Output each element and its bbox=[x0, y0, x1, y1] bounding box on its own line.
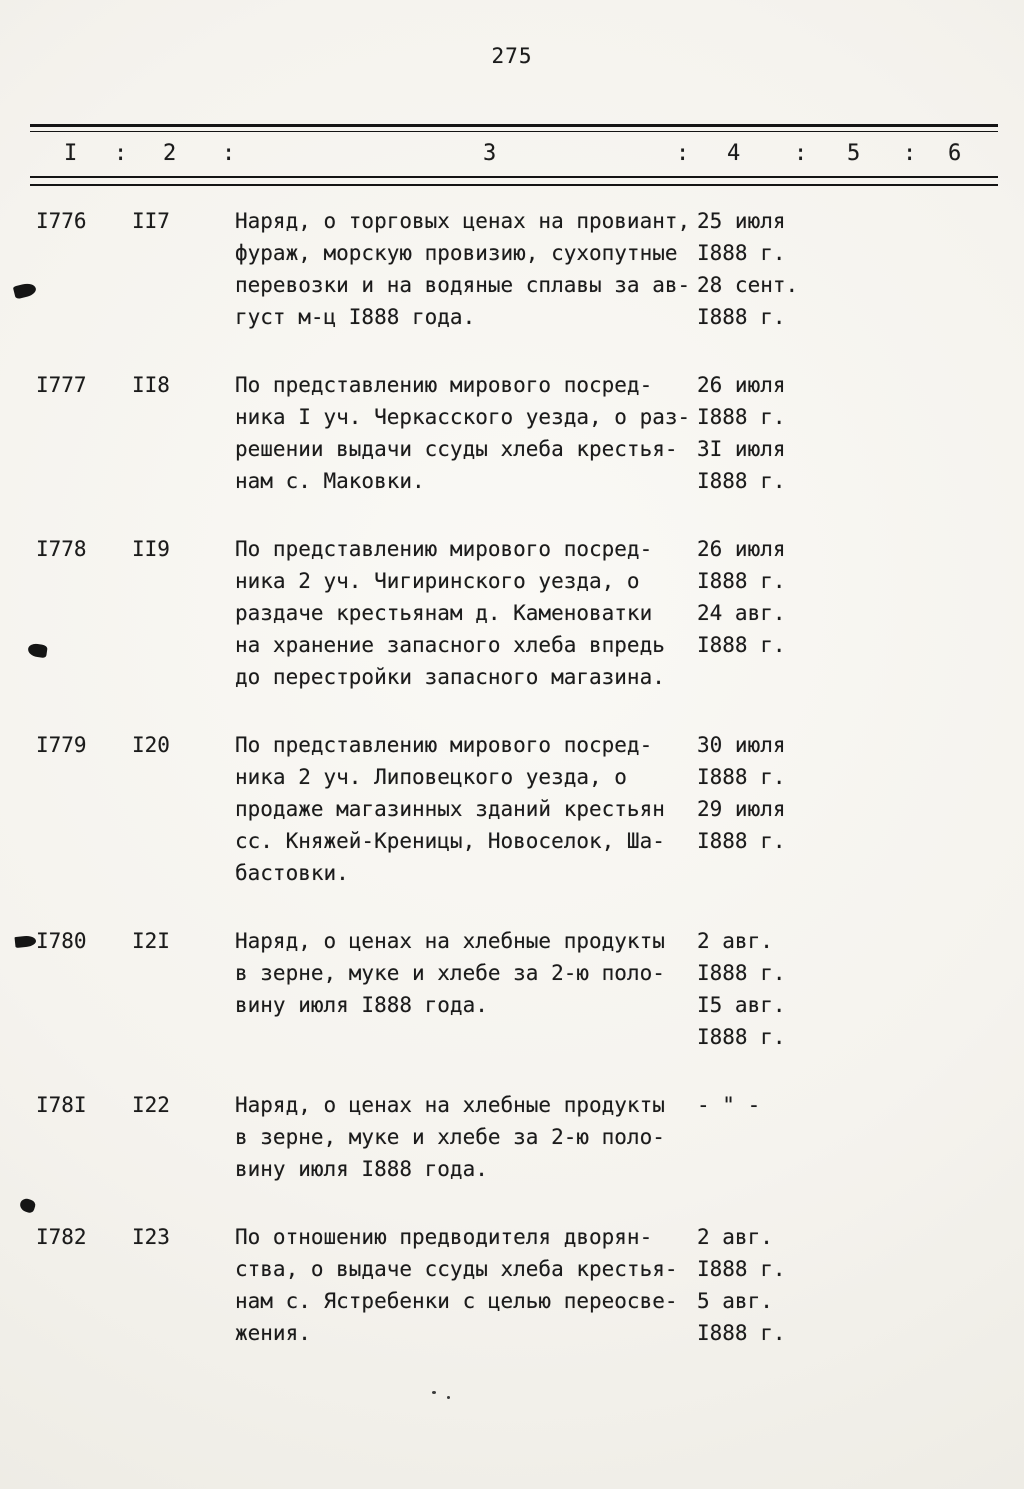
header-separator: : bbox=[676, 141, 690, 166]
entry-dates: 30 июля I888 г. 29 июля I888 г. bbox=[697, 733, 786, 853]
header-col-6: 6 bbox=[948, 141, 962, 166]
header-separator: : bbox=[903, 141, 917, 166]
entry-number: I78I bbox=[36, 1093, 87, 1117]
entry-number: I779 bbox=[36, 733, 87, 757]
entry-doc-number: II9 bbox=[132, 537, 170, 561]
entry-dates: 2 авг. I888 г. I5 авг. I888 г. bbox=[697, 929, 786, 1049]
table-row bbox=[0, 205, 1024, 333]
header-row bbox=[30, 132, 998, 176]
entry-doc-number: II7 bbox=[132, 209, 170, 233]
header-col-3: 3 bbox=[483, 141, 497, 166]
entry-number: I778 bbox=[36, 537, 87, 561]
entry-dates: 25 июля I888 г. 28 сент. I888 г. bbox=[697, 209, 799, 329]
header-separator: : bbox=[222, 141, 236, 166]
entry-doc-number: I20 bbox=[132, 733, 170, 757]
table-row bbox=[0, 369, 1024, 497]
scan-speck bbox=[447, 1396, 450, 1399]
table-row bbox=[0, 925, 1024, 1053]
entry-dates: - " - bbox=[697, 1093, 761, 1117]
scan-speck bbox=[432, 1391, 436, 1394]
header-col-2: 2 bbox=[163, 141, 177, 166]
entry-description: По представлению мирового посред- ника 2 уч. Чигиринского уезда, о раздаче крестьянам д. Каменоватки на хранение запасного хлеба впредь до перестройки запасного магазина. bbox=[235, 537, 665, 689]
header-bottom-rule-thin bbox=[30, 184, 998, 186]
entry-description: По представлению мирового посред- ника 2 уч. Липовецкого уезда, о продаже магазинных зданий крестьян сс. Княжей-Креницы, Новоселок, Ша- бастовки. bbox=[235, 733, 665, 885]
entry-doc-number: I23 bbox=[132, 1225, 170, 1249]
entry-description: Наряд, о ценах на хлебные продукты в зерне, муке и хлебе за 2-ю поло- вину июля I888 года. bbox=[235, 929, 665, 1017]
entry-number: I782 bbox=[36, 1225, 87, 1249]
header-col-5: 5 bbox=[847, 141, 861, 166]
entry-dates: 26 июля I888 г. 3I июля I888 г. bbox=[697, 373, 786, 493]
entry-doc-number: I22 bbox=[132, 1093, 170, 1117]
header-col-4: 4 bbox=[727, 141, 741, 166]
header-bottom-rule bbox=[30, 176, 998, 178]
header-top-rule bbox=[30, 124, 998, 127]
entry-doc-number: I2I bbox=[132, 929, 170, 953]
entry-dates: 2 авг. I888 г. 5 авг. I888 г. bbox=[697, 1225, 786, 1345]
header-separator: : bbox=[794, 141, 808, 166]
entry-dates: 26 июля I888 г. 24 авг. I888 г. bbox=[697, 537, 786, 657]
entry-doc-number: II8 bbox=[132, 373, 170, 397]
table-row bbox=[0, 1089, 1024, 1185]
header-col-1: I bbox=[64, 141, 78, 166]
entry-description: Наряд, о торговых ценах на провиант, фураж, морскую провизию, сухопутные перевозки и на водяные сплавы за ав- густ м-ц I888 года. bbox=[235, 209, 691, 329]
table-row bbox=[0, 533, 1024, 693]
entry-number: I780 bbox=[36, 929, 87, 953]
table-header bbox=[30, 124, 998, 186]
table-row bbox=[0, 729, 1024, 889]
page-number: 275 bbox=[491, 44, 533, 68]
entry-description: Наряд, о ценах на хлебные продукты в зерне, муке и хлебе за 2-ю поло- вину июля I888 года. bbox=[235, 1093, 665, 1181]
header-separator: : bbox=[114, 141, 128, 166]
table-row bbox=[0, 1221, 1024, 1349]
entries-list bbox=[0, 205, 1024, 1385]
entry-number: I776 bbox=[36, 209, 87, 233]
entry-number: I777 bbox=[36, 373, 87, 397]
entry-description: По отношению предводителя дворян- ства, о выдаче ссуды хлеба крестья- нам с. Ястребенки с целью переосве- жения. bbox=[235, 1225, 678, 1345]
entry-description: По представлению мирового посред- ника I уч. Черкасского уезда, о раз- решении выдачи ссуды хлеба крестья- нам с. Маковки. bbox=[235, 373, 691, 493]
